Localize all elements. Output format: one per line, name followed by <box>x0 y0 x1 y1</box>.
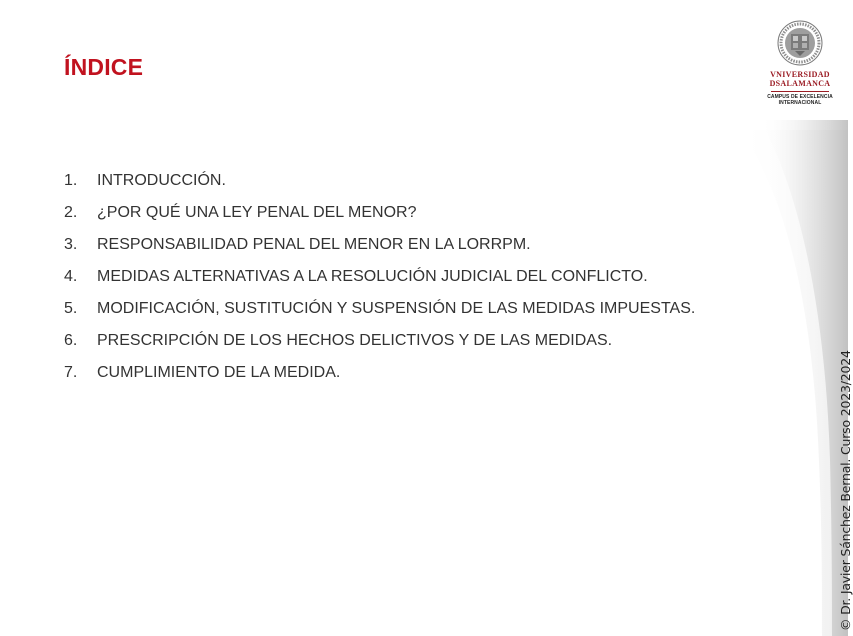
logo-campus-line2: INTERNACIONAL <box>778 100 822 106</box>
item-text: MODIFICACIÓN, SUSTITUCIÓN Y SUSPENSIÓN DE LAS MEDIDAS IMPUESTAS. <box>97 300 696 317</box>
list-item <box>64 363 724 382</box>
item-number: 7. <box>64 364 78 381</box>
item-number: 1. <box>64 172 78 189</box>
list-item <box>64 267 724 286</box>
item-text: PRESCRIPCIÓN DE LOS HECHOS DELICTIVOS Y DE LAS MEDIDAS. <box>97 332 613 349</box>
item-number: 5. <box>64 300 78 317</box>
item-text: CUMPLIMIENTO DE LA MEDIDA. <box>97 364 341 381</box>
logo-campus-line1: CAMPUS DE EXCELENCIA <box>767 94 833 100</box>
list-item <box>64 331 724 350</box>
logo-name-line1: VNIVERSIDAD <box>770 70 830 79</box>
item-text: RESPONSABILIDAD PENAL DEL MENOR EN LA LORRPM. <box>97 236 531 253</box>
logo-divider <box>771 91 829 92</box>
list-item <box>64 299 724 318</box>
university-logo <box>760 20 840 106</box>
slide-title: ÍNDICE <box>64 54 144 80</box>
item-text: MEDIDAS ALTERNATIVAS A LA RESOLUCIÓN JUDICIAL DEL CONFLICTO. <box>97 268 648 285</box>
list-item <box>64 235 724 254</box>
index-list <box>64 171 724 395</box>
university-seal-icon <box>777 20 823 66</box>
item-number: 2. <box>64 204 78 221</box>
logo-name-line2: DSALAMANCA <box>769 79 831 88</box>
list-item <box>64 203 724 222</box>
item-number: 4. <box>64 268 78 285</box>
item-text: INTRODUCCIÓN. <box>97 172 226 189</box>
list-item <box>64 171 724 190</box>
item-number: 3. <box>64 236 78 253</box>
item-number: 6. <box>64 332 78 349</box>
item-text: ¿POR QUÉ UNA LEY PENAL DEL MENOR? <box>97 204 417 221</box>
copyright-credit: © Dr. Javier Sánchez Bernal. Curso 2023/2024 <box>838 350 853 631</box>
